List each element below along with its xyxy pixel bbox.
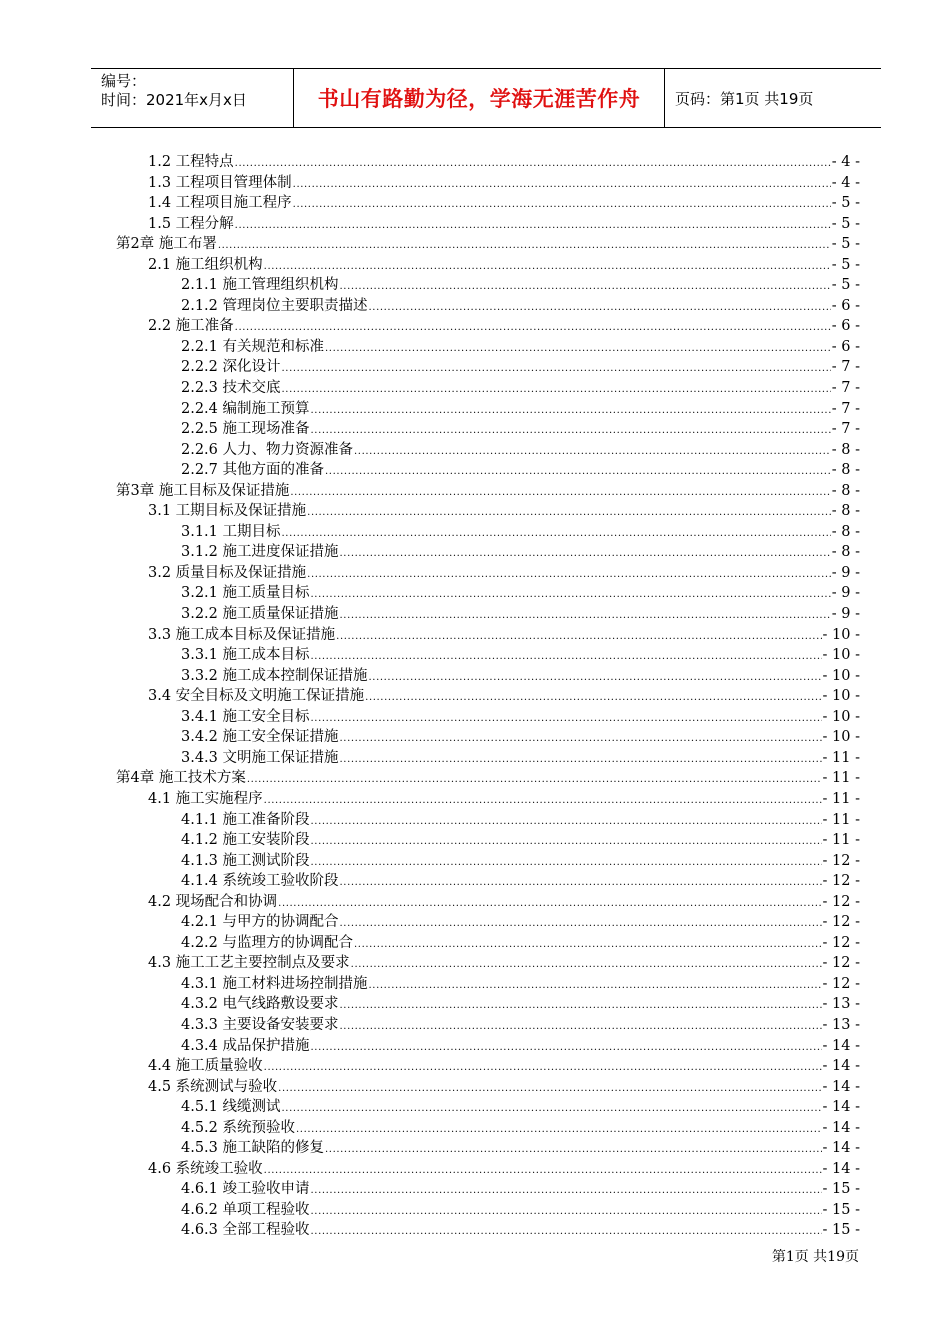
toc-dot-leader bbox=[340, 873, 822, 894]
toc-dot-leader bbox=[340, 544, 831, 565]
toc-entry-title: 4.6.1 竣工验收申请 bbox=[181, 1181, 310, 1198]
header-motto: 书山有路勤为径，学海无涯苦作舟 bbox=[317, 87, 641, 111]
toc-entry[interactable] bbox=[116, 255, 860, 276]
toc-entry-page: - 14 - bbox=[822, 1058, 860, 1075]
toc-entry-title: 2.2.5 施工现场准备 bbox=[181, 421, 310, 438]
toc-entry-title: 1.3 工程项目管理体制 bbox=[148, 174, 292, 191]
toc-dot-leader bbox=[264, 1161, 822, 1182]
toc-entry-title: 4.5.2 系统预验收 bbox=[181, 1119, 296, 1136]
toc-entry-page: - 6 - bbox=[831, 297, 860, 314]
toc-entry[interactable] bbox=[116, 316, 860, 337]
toc-entry[interactable] bbox=[116, 707, 860, 728]
toc-entry-title: 第4章 施工技术方案 bbox=[116, 770, 246, 787]
toc-dot-leader bbox=[264, 257, 831, 278]
toc-entry-title: 4.6.2 单项工程验收 bbox=[181, 1201, 310, 1218]
toc-dot-leader bbox=[311, 1222, 822, 1243]
toc-entry-page: - 13 - bbox=[822, 1016, 860, 1033]
toc-entry[interactable] bbox=[116, 357, 860, 378]
toc-dot-leader bbox=[354, 935, 822, 956]
toc-entry-title: 2.1.1 施工管理组织机构 bbox=[181, 277, 339, 294]
toc-dot-leader bbox=[311, 1202, 822, 1223]
toc-entry-title: 4.5.1 线缆测试 bbox=[181, 1099, 281, 1116]
toc-entry[interactable] bbox=[116, 1077, 860, 1098]
toc-entry-title: 4.5.3 施工缺陷的修复 bbox=[181, 1140, 325, 1157]
toc-entry-page: - 14 - bbox=[822, 1099, 860, 1116]
toc-dot-leader bbox=[293, 195, 831, 216]
toc-dot-leader bbox=[340, 914, 822, 935]
toc-entry-title: 第3章 施工目标及保证措施 bbox=[116, 482, 290, 499]
toc-entry[interactable] bbox=[116, 789, 860, 810]
toc-entry[interactable] bbox=[116, 645, 860, 666]
toc-entry-title: 4.6 系统竣工验收 bbox=[148, 1160, 263, 1177]
toc-entry[interactable] bbox=[116, 994, 860, 1015]
toc-entry[interactable] bbox=[116, 686, 860, 707]
toc-entry-title: 1.2 工程特点 bbox=[148, 154, 234, 170]
toc-dot-leader bbox=[311, 585, 831, 606]
toc-dot-leader bbox=[282, 524, 831, 545]
toc-entry[interactable] bbox=[116, 419, 860, 440]
toc-entry[interactable] bbox=[116, 912, 860, 933]
toc-dot-leader bbox=[278, 1079, 821, 1100]
header-motto-cell bbox=[293, 69, 665, 127]
toc-entry-page: - 8 - bbox=[831, 441, 860, 458]
header-page-number: 页码：第1页 共19页 bbox=[675, 89, 814, 108]
toc-entry-page: - 12 - bbox=[822, 893, 860, 910]
document-number-label: 编号： bbox=[101, 72, 147, 90]
toc-entry[interactable] bbox=[116, 1036, 860, 1057]
toc-entry[interactable] bbox=[116, 604, 860, 625]
toc-entry-title: 3.3.1 施工成本目标 bbox=[181, 647, 310, 664]
toc-entry[interactable] bbox=[116, 1200, 860, 1221]
toc-entry[interactable] bbox=[116, 1097, 860, 1118]
toc-dot-leader bbox=[290, 483, 830, 504]
toc-entry-title: 2.1 施工组织机构 bbox=[148, 256, 263, 273]
toc-entry[interactable] bbox=[116, 892, 860, 913]
toc-entry[interactable] bbox=[116, 152, 860, 173]
toc-entry-page: - 11 - bbox=[822, 770, 860, 787]
toc-entry-title: 3.3.2 施工成本控制保证措施 bbox=[181, 667, 368, 684]
toc-dot-leader bbox=[311, 1181, 822, 1202]
toc-entry-title: 3.2.2 施工质量保证措施 bbox=[181, 606, 339, 623]
toc-dot-leader bbox=[264, 791, 822, 812]
toc-entry[interactable] bbox=[116, 563, 860, 584]
toc-entry-page: - 7 - bbox=[831, 421, 860, 438]
toc-entry[interactable] bbox=[116, 460, 860, 481]
toc-entry-page: - 11 - bbox=[822, 832, 860, 849]
toc-entry[interactable] bbox=[116, 1015, 860, 1036]
toc-dot-leader bbox=[325, 462, 831, 483]
toc-entry-title: 3.1 工期目标及保证措施 bbox=[148, 503, 307, 520]
toc-entry-page: - 11 - bbox=[822, 811, 860, 828]
toc-entry-page: - 14 - bbox=[822, 1160, 860, 1177]
toc-dot-leader bbox=[235, 318, 831, 339]
toc-entry-title: 4.1.2 施工安装阶段 bbox=[181, 832, 310, 849]
toc-entry-page: - 5 - bbox=[831, 195, 860, 212]
toc-dot-leader bbox=[351, 955, 822, 976]
toc-entry-title: 4.2 现场配合和协调 bbox=[148, 893, 278, 910]
toc-entry-page: - 5 - bbox=[831, 236, 860, 253]
toc-entry-title: 2.2.7 其他方面的准备 bbox=[181, 462, 325, 479]
toc-dot-leader bbox=[311, 853, 822, 874]
toc-entry[interactable] bbox=[116, 871, 860, 892]
toc-dot-leader bbox=[340, 606, 831, 627]
toc-entry-page: - 12 - bbox=[822, 852, 860, 869]
toc-entry-page: - 10 - bbox=[822, 729, 860, 746]
toc-entry[interactable] bbox=[116, 214, 860, 235]
toc-entry[interactable] bbox=[116, 625, 860, 646]
toc-entry-title: 4.5 系统测试与验收 bbox=[148, 1078, 278, 1095]
toc-entry-page: - 9 - bbox=[831, 564, 860, 581]
toc-dot-leader bbox=[340, 750, 822, 771]
toc-entry-title: 4.2.1 与甲方的协调配合 bbox=[181, 914, 339, 931]
toc-dot-leader bbox=[307, 503, 831, 524]
toc-dot-leader bbox=[278, 894, 821, 915]
toc-entry-title: 4.4 施工质量验收 bbox=[148, 1058, 263, 1075]
toc-dot-leader bbox=[293, 175, 831, 196]
toc-dot-leader bbox=[296, 1120, 822, 1141]
toc-entry[interactable] bbox=[116, 173, 860, 194]
toc-entry[interactable] bbox=[116, 440, 860, 461]
toc-entry-page: - 12 - bbox=[822, 955, 860, 972]
table-of-contents bbox=[116, 152, 860, 1241]
toc-entry[interactable] bbox=[116, 748, 860, 769]
toc-entry-title: 4.1.1 施工准备阶段 bbox=[181, 811, 310, 828]
toc-entry-title: 3.2.1 施工质量目标 bbox=[181, 585, 310, 602]
toc-entry[interactable] bbox=[116, 1159, 860, 1180]
toc-entry-page: - 14 - bbox=[822, 1078, 860, 1095]
toc-entry-title: 4.3.1 施工材料进场控制措施 bbox=[181, 975, 368, 992]
toc-entry-page: - 5 - bbox=[831, 256, 860, 273]
toc-entry[interactable] bbox=[116, 296, 860, 317]
toc-entry-page: - 14 - bbox=[822, 1119, 860, 1136]
toc-entry-title: 2.1.2 管理岗位主要职责描述 bbox=[181, 297, 368, 314]
toc-entry-page: - 5 - bbox=[831, 215, 860, 232]
header-meta bbox=[91, 69, 293, 127]
toc-dot-leader bbox=[369, 976, 822, 997]
toc-entry-page: - 14 - bbox=[822, 1037, 860, 1054]
toc-entry-page: - 10 - bbox=[822, 688, 860, 705]
toc-entry-title: 2.2.2 深化设计 bbox=[181, 359, 281, 376]
toc-entry[interactable] bbox=[116, 1118, 860, 1139]
toc-entry[interactable] bbox=[116, 234, 860, 255]
toc-entry-page: - 15 - bbox=[822, 1181, 860, 1198]
toc-entry-title: 3.2 质量目标及保证措施 bbox=[148, 564, 307, 581]
toc-entry-title: 3.4.3 文明施工保证措施 bbox=[181, 749, 339, 766]
toc-entry-title: 2.2 施工准备 bbox=[148, 318, 234, 335]
toc-dot-leader bbox=[365, 688, 821, 709]
toc-entry[interactable] bbox=[116, 727, 860, 748]
toc-dot-leader bbox=[325, 339, 831, 360]
toc-dot-leader bbox=[369, 298, 831, 319]
toc-dot-leader bbox=[340, 277, 831, 298]
toc-entry[interactable] bbox=[116, 542, 860, 563]
toc-dot-leader bbox=[336, 627, 821, 648]
toc-entry[interactable] bbox=[116, 337, 860, 358]
toc-entry-page: - 8 - bbox=[831, 503, 860, 520]
toc-entry[interactable] bbox=[116, 953, 860, 974]
toc-entry-page: - 6 - bbox=[831, 338, 860, 355]
toc-dot-leader bbox=[247, 770, 822, 791]
toc-dot-leader bbox=[311, 812, 822, 833]
toc-dot-leader bbox=[307, 565, 831, 586]
toc-dot-leader bbox=[369, 668, 822, 689]
toc-entry-title: 2.2.3 技术交底 bbox=[181, 380, 281, 397]
toc-dot-leader bbox=[354, 442, 831, 463]
toc-entry-page: - 9 - bbox=[831, 606, 860, 623]
toc-dot-leader bbox=[325, 1140, 822, 1161]
toc-entry-title: 1.4 工程项目施工程序 bbox=[148, 195, 292, 212]
toc-entry-page: - 8 - bbox=[831, 482, 860, 499]
toc-entry[interactable] bbox=[116, 1179, 860, 1200]
toc-entry-title: 第2章 施工布署 bbox=[116, 236, 217, 253]
toc-dot-leader bbox=[311, 832, 822, 853]
toc-dot-leader bbox=[311, 401, 831, 422]
toc-entry[interactable] bbox=[116, 378, 860, 399]
toc-dot-leader bbox=[218, 236, 831, 257]
toc-dot-leader bbox=[264, 1058, 822, 1079]
toc-entry-page: - 4 - bbox=[831, 154, 860, 170]
toc-entry[interactable] bbox=[116, 481, 860, 502]
toc-entry[interactable] bbox=[116, 522, 860, 543]
page-footer: 第1页 共19页 bbox=[771, 1249, 859, 1265]
toc-entry-page: - 7 - bbox=[831, 359, 860, 376]
toc-dot-leader bbox=[235, 154, 831, 175]
toc-entry-title: 3.1.1 工期目标 bbox=[181, 523, 281, 540]
toc-dot-leader bbox=[282, 359, 831, 380]
toc-entry-page: - 15 - bbox=[822, 1201, 860, 1218]
toc-entry[interactable] bbox=[116, 830, 860, 851]
toc-entry[interactable] bbox=[116, 810, 860, 831]
toc-entry-page: - 7 - bbox=[831, 400, 860, 417]
toc-dot-leader bbox=[282, 1099, 822, 1120]
toc-entry-page: - 8 - bbox=[831, 544, 860, 561]
toc-entry-page: - 9 - bbox=[831, 585, 860, 602]
toc-entry-page: - 12 - bbox=[822, 914, 860, 931]
toc-entry-page: - 10 - bbox=[822, 647, 860, 664]
toc-entry-page: - 8 - bbox=[831, 523, 860, 540]
toc-entry-title: 4.1 施工实施程序 bbox=[148, 790, 263, 807]
toc-entry-title: 1.5 工程分解 bbox=[148, 215, 234, 232]
toc-entry[interactable] bbox=[116, 399, 860, 420]
toc-entry-page: - 10 - bbox=[822, 667, 860, 684]
toc-entry-title: 4.3.4 成品保护措施 bbox=[181, 1037, 310, 1054]
toc-entry-page: - 14 - bbox=[822, 1140, 860, 1157]
toc-dot-leader bbox=[340, 729, 822, 750]
toc-entry-page: - 7 - bbox=[831, 380, 860, 397]
toc-entry[interactable] bbox=[116, 768, 860, 789]
toc-dot-leader bbox=[340, 1017, 822, 1038]
toc-entry-page: - 11 - bbox=[822, 749, 860, 766]
toc-entry-title: 3.4 安全目标及文明施工保证措施 bbox=[148, 688, 365, 705]
toc-entry[interactable] bbox=[116, 851, 860, 872]
toc-entry-page: - 8 - bbox=[831, 462, 860, 479]
toc-dot-leader bbox=[340, 996, 822, 1017]
toc-entry-title: 3.4.2 施工安全保证措施 bbox=[181, 729, 339, 746]
toc-entry-page: - 10 - bbox=[822, 708, 860, 725]
toc-entry[interactable] bbox=[116, 974, 860, 995]
toc-entry[interactable] bbox=[116, 933, 860, 954]
toc-entry-title: 3.1.2 施工进度保证措施 bbox=[181, 544, 339, 561]
toc-entry[interactable] bbox=[116, 1138, 860, 1159]
toc-entry-title: 3.3 施工成本目标及保证措施 bbox=[148, 626, 336, 643]
toc-entry[interactable] bbox=[116, 1056, 860, 1077]
toc-entry[interactable] bbox=[116, 1220, 860, 1241]
toc-entry[interactable] bbox=[116, 666, 860, 687]
toc-entry-page: - 13 - bbox=[822, 996, 860, 1013]
toc-entry-page: - 11 - bbox=[822, 790, 860, 807]
header-page-cell bbox=[665, 69, 881, 127]
toc-entry-title: 2.2.1 有关规范和标准 bbox=[181, 338, 325, 355]
toc-dot-leader bbox=[235, 216, 831, 237]
toc-entry-page: - 12 - bbox=[822, 975, 860, 992]
toc-entry-page: - 4 - bbox=[831, 174, 860, 191]
toc-entry-page: - 15 - bbox=[822, 1222, 860, 1239]
toc-entry-title: 2.2.4 编制施工预算 bbox=[181, 400, 310, 417]
toc-entry-title: 4.1.4 系统竣工验收阶段 bbox=[181, 873, 339, 890]
toc-entry-title: 2.2.6 人力、物力资源准备 bbox=[181, 441, 354, 458]
toc-entry-title: 4.3.2 电气线路敷设要求 bbox=[181, 996, 339, 1013]
toc-entry-title: 4.1.3 施工测试阶段 bbox=[181, 852, 310, 869]
toc-entry-title: 4.2.2 与监理方的协调配合 bbox=[181, 934, 354, 951]
toc-dot-leader bbox=[311, 647, 822, 668]
toc-entry-title: 4.6.3 全部工程验收 bbox=[181, 1222, 310, 1239]
toc-entry-title: 4.3 施工工艺主要控制点及要求 bbox=[148, 955, 350, 972]
toc-entry-page: - 10 - bbox=[822, 626, 860, 643]
toc-entry[interactable] bbox=[116, 275, 860, 296]
toc-entry-page: - 6 - bbox=[831, 318, 860, 335]
toc-entry-page: - 12 - bbox=[822, 873, 860, 890]
toc-entry-title: 3.4.1 施工安全目标 bbox=[181, 708, 310, 725]
toc-entry[interactable] bbox=[116, 193, 860, 214]
toc-dot-leader bbox=[311, 709, 822, 730]
toc-dot-leader bbox=[311, 421, 831, 442]
toc-entry-page: - 12 - bbox=[822, 934, 860, 951]
toc-dot-leader bbox=[282, 380, 831, 401]
toc-entry[interactable] bbox=[116, 501, 860, 522]
toc-dot-leader bbox=[311, 1038, 822, 1059]
toc-entry-page: - 5 - bbox=[831, 277, 860, 294]
page-header bbox=[91, 68, 881, 128]
toc-entry[interactable] bbox=[116, 583, 860, 604]
document-time-label: 时间：2021年x月x日 bbox=[101, 91, 247, 109]
toc-entry-title: 4.3.3 主要设备安装要求 bbox=[181, 1016, 339, 1033]
